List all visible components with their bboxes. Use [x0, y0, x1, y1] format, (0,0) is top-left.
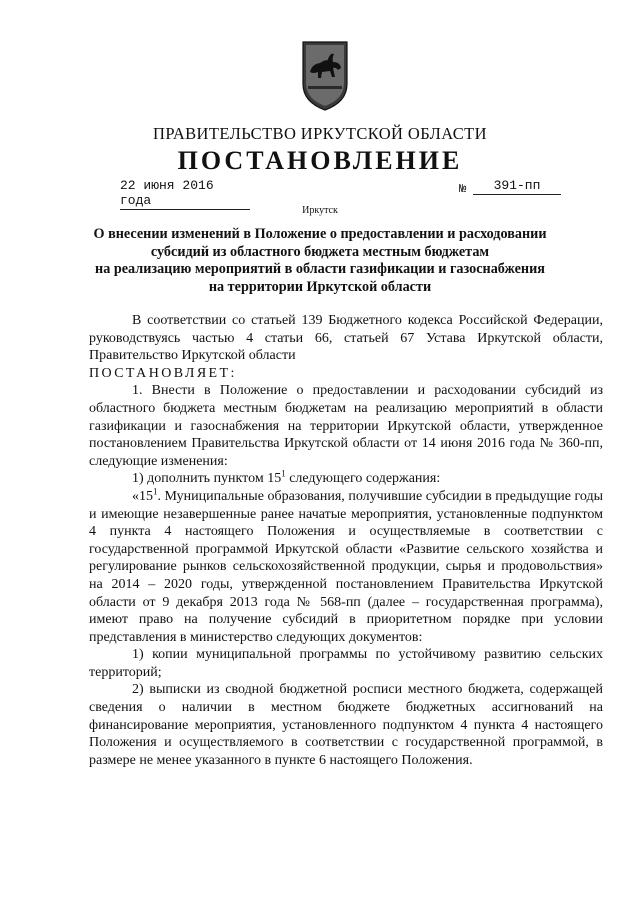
government-name: ПРАВИТЕЛЬСТВО ИРКУТСКОЙ ОБЛАСТИ [153, 124, 487, 143]
heading-line: О внесении изменений в Положение о предоставлении и расходовании [93, 226, 547, 242]
city: Иркутск [302, 205, 338, 216]
superscript: 1 [281, 468, 286, 479]
preamble-paragraph: В соответствии со статьей 139 Бюджетного кодекса Российской Федерации, руководствуясь частью 4 статьи 66, статьей 67 Устава Иркутской области, Правительство Иркутской области [89, 313, 603, 364]
document-2-paragraph: 2) выписки из сводной бюджетной росписи местного бюджета, содержащей сведения о наличии в местном бюджете бюджетных ассигнований на финансирование мероприятия, установленного подпунктом 4 пункта 4 настоящего Положения и осуществляемого в соответствии с государственной программой, в размере не менее указанного в пункте 6 настоящего Положения. [89, 682, 603, 768]
superscript: 1 [153, 486, 158, 497]
document-date: 22 июня 2016 года [120, 178, 250, 210]
heading-line: на территории Иркутской области [208, 278, 432, 295]
number-sign: № [459, 182, 467, 196]
point-15-1-paragraph [89, 488, 603, 646]
point-15-number: «15 [132, 488, 153, 504]
document-1-paragraph: 1) копии муниципальной программы по устойчивому развитию сельских территорий; [89, 647, 603, 680]
resolves-word: ПОСТАНОВЛЯЕТ: [89, 365, 237, 381]
document-type-title: ПОСТАНОВЛЕНИЕ [177, 146, 463, 175]
document-heading [80, 226, 560, 296]
subitem-1-text: 1) дополнить пунктом 15 [132, 471, 282, 487]
subitem-1-text-end: следующего содержания: [285, 471, 441, 487]
subitem-1-paragraph [89, 470, 603, 488]
heading-line: субсидий из областного бюджета местным бюджетам [150, 243, 490, 260]
document-number: 391-пп [473, 178, 561, 195]
item-1-paragraph: 1. Внести в Положение о предоставлении и расходовании субсидий из областного бюджета местным бюджетам на реализацию мероприятий в области газификации и газоснабжения на территории Иркутской области, утвержденное постановлением Правительства Иркутской области от 14 июня 2016 года № 360-пп, следующие изменения: [89, 383, 603, 469]
heading-line: на реализацию мероприятий в области газификации и газоснабжения [95, 261, 545, 277]
document-body [89, 312, 603, 769]
point-15-text: . Муниципальные образования, получившие субсидии в предыдущие годы и имеющие незавершенные ранее начатые мероприятия, установленные подпунктом 4 пункта 4 настоящего Положения и осуществляемые в соответствии с государственной программой Иркутской области «Развитие сельского хозяйства и регулирование рынков сельскохозяйственной продукции, сырья и продовольствия» на 2014 – 2020 годы, утвержденной постановлением Правительства Иркутской области от 9 декабря 2013 года № 568-пп (далее – государственная программа), имеют право на получение субсидий в приоритетном порядке при условии представления в министерство следующих документов: [89, 488, 603, 645]
coat-of-arms-emblem [300, 40, 350, 112]
